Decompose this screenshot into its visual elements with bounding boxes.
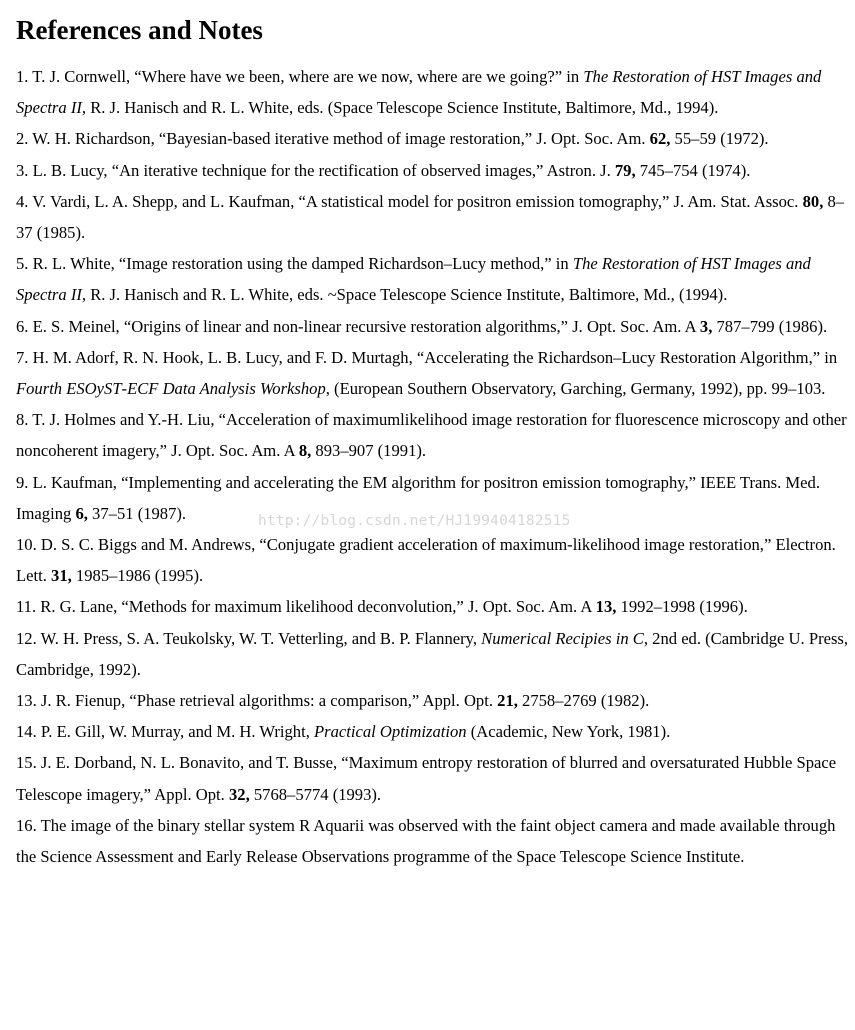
reference-volume-bold: 32, (228, 784, 250, 804)
reference-item (16, 404, 852, 466)
reference-text: 2758–2769 (1982). (517, 691, 650, 711)
reference-item (16, 716, 852, 747)
reference-text: 893–907 (1991). (311, 441, 427, 461)
reference-text: 1. T. J. Cornwell, “Where have we been, where are we now, where are we going?” in (16, 67, 584, 86)
reference-text: 14. P. E. Gill, W. Murray, and M. H. Wright, (16, 722, 315, 742)
reference-text: 55–59 (1972). (670, 129, 769, 149)
reference-item (16, 342, 852, 404)
reference-item (16, 747, 852, 809)
reference-text: 13. J. R. Fienup, “Phase retrieval algorithms: a comparison,” Appl. Opt. (16, 691, 498, 711)
reference-volume-bold: 31, (51, 566, 72, 586)
reference-text: 5. R. L. White, “Image restoration using the damped Richardson–Lucy method,” in (16, 254, 573, 274)
reference-item (16, 248, 852, 310)
reference-volume-bold: 13, (595, 597, 617, 617)
reference-text: 10. D. S. C. Biggs and M. Andrews, “Conjugate gradient acceleration of maximum-likelihood image restoration,” Electron. Lett. (16, 535, 836, 586)
reference-item (16, 186, 852, 248)
reference-item (16, 155, 852, 186)
reference-item (16, 311, 852, 342)
reference-text: 787–799 (1986). (712, 316, 828, 336)
reference-text: 4. V. Vardi, L. A. Shepp, and L. Kaufman, “A statistical model for positron emission tomography,” J. Am. Stat. Assoc. (16, 191, 803, 211)
reference-volume-bold: 80, (802, 191, 824, 211)
reference-item (16, 591, 852, 622)
reference-text: 1985–1986 (1995). (71, 566, 204, 586)
reference-item (16, 623, 852, 685)
reference-title-italic: Practical Optimization (314, 722, 467, 742)
reference-text: 7. H. M. Adorf, R. N. Hook, L. B. Lucy, and F. D. Murtagh, “Accelerating the Richardson–Lucy Restoration Algorithm,” in (16, 347, 838, 367)
reference-volume-bold: 3, (699, 316, 713, 336)
references-list (16, 61, 852, 872)
reference-volume-bold: 6, (75, 503, 88, 523)
reference-text: 6. E. S. Meinel, “Origins of linear and non-linear recursive restoration algorithms,” J. Opt. Soc. Am. A (16, 316, 700, 336)
reference-text: , (European Southern Observatory, Garching, Germany, 1992), pp. 99–103. (325, 379, 826, 399)
watermark: http://blog.csdn.net/HJ199404182515 (258, 513, 571, 529)
reference-text: , R. J. Hanisch and R. L. White, eds. ~Space Telescope Science Institute, Baltimore, Md., (1994). (81, 285, 728, 305)
reference-text: , 2nd ed. (Cambridge U. Press, Cambridge, 1992). (16, 628, 849, 679)
reference-volume-bold: 79, (614, 160, 636, 180)
reference-text: 37–51 (1987). (87, 503, 187, 523)
reference-item (16, 810, 852, 872)
reference-volume-bold: 8, (298, 441, 312, 461)
reference-text: 12. W. H. Press, S. A. Teukolsky, W. T. Vetterling, and B. P. Flannery, (16, 628, 482, 648)
reference-title-italic: Fourth ESOySТ-ECF Data Analysis Workshop (16, 379, 326, 399)
page-title: References and Notes (16, 15, 263, 45)
reference-text: 15. J. E. Dorband, N. L. Bonavito, and T. Busse, “Maximum entropy restoration of blurred and oversaturated Hubble Space Telescope imagery,” Appl. Opt. (16, 753, 837, 804)
reference-text: (Academic, New York, 1981). (466, 722, 671, 742)
reference-text: 5768–5774 (1993). (249, 784, 382, 804)
reference-item (16, 685, 852, 716)
reference-title-italic: Numerical Recipies in C (481, 628, 644, 648)
reference-item (16, 61, 852, 123)
reference-text: , R. J. Hanisch and R. L. White, eds. (Space Telescope Science Institute, Baltimore, Md., 1994). (81, 98, 719, 118)
reference-text: 8. T. J. Holmes and Y.-H. Liu, “Acceleration of maximumlikelihood image restoration for fluorescence microscopy and other noncoherent imagery,” J. Opt. Soc. Am. A (16, 410, 847, 461)
reference-text: 11. R. G. Lane, “Methods for maximum likelihood deconvolution,” J. Opt. Soc. Am. A (16, 597, 596, 617)
reference-text: 8–37 (1985). (16, 191, 845, 243)
reference-title-italic: The Restoration of HST Images and Spectra II (16, 67, 822, 118)
reference-item (16, 529, 852, 591)
reference-text: 1992–1998 (1996). (616, 597, 748, 617)
reference-text: 9. L. Kaufman, “Implementing and accelerating the EM algorithm for positron emission tomography,” IEEE Trans. Med. Imaging (16, 472, 820, 523)
reference-item (16, 123, 852, 154)
reference-volume-bold: 21, (497, 691, 518, 711)
reference-title-italic: The Restoration of HST Images and Spectra II (16, 254, 811, 305)
reference-text: 2. W. H. Richardson, “Bayesian-based iterative method of image restoration,” J. Opt. Soc. Am. (16, 129, 650, 149)
reference-volume-bold: 62, (649, 129, 671, 149)
reference-text: 3. L. B. Lucy, “An iterative technique for the rectification of observed images,” Astron. J. (16, 160, 615, 180)
reference-text: 16. The image of the binary stellar system R Aquarii was observed with the faint object camera and made available through the Science Assessment and Early Release Observations programme of the Space Telescope Science Institute. (16, 815, 836, 867)
reference-text: 745–754 (1974). (635, 160, 751, 180)
